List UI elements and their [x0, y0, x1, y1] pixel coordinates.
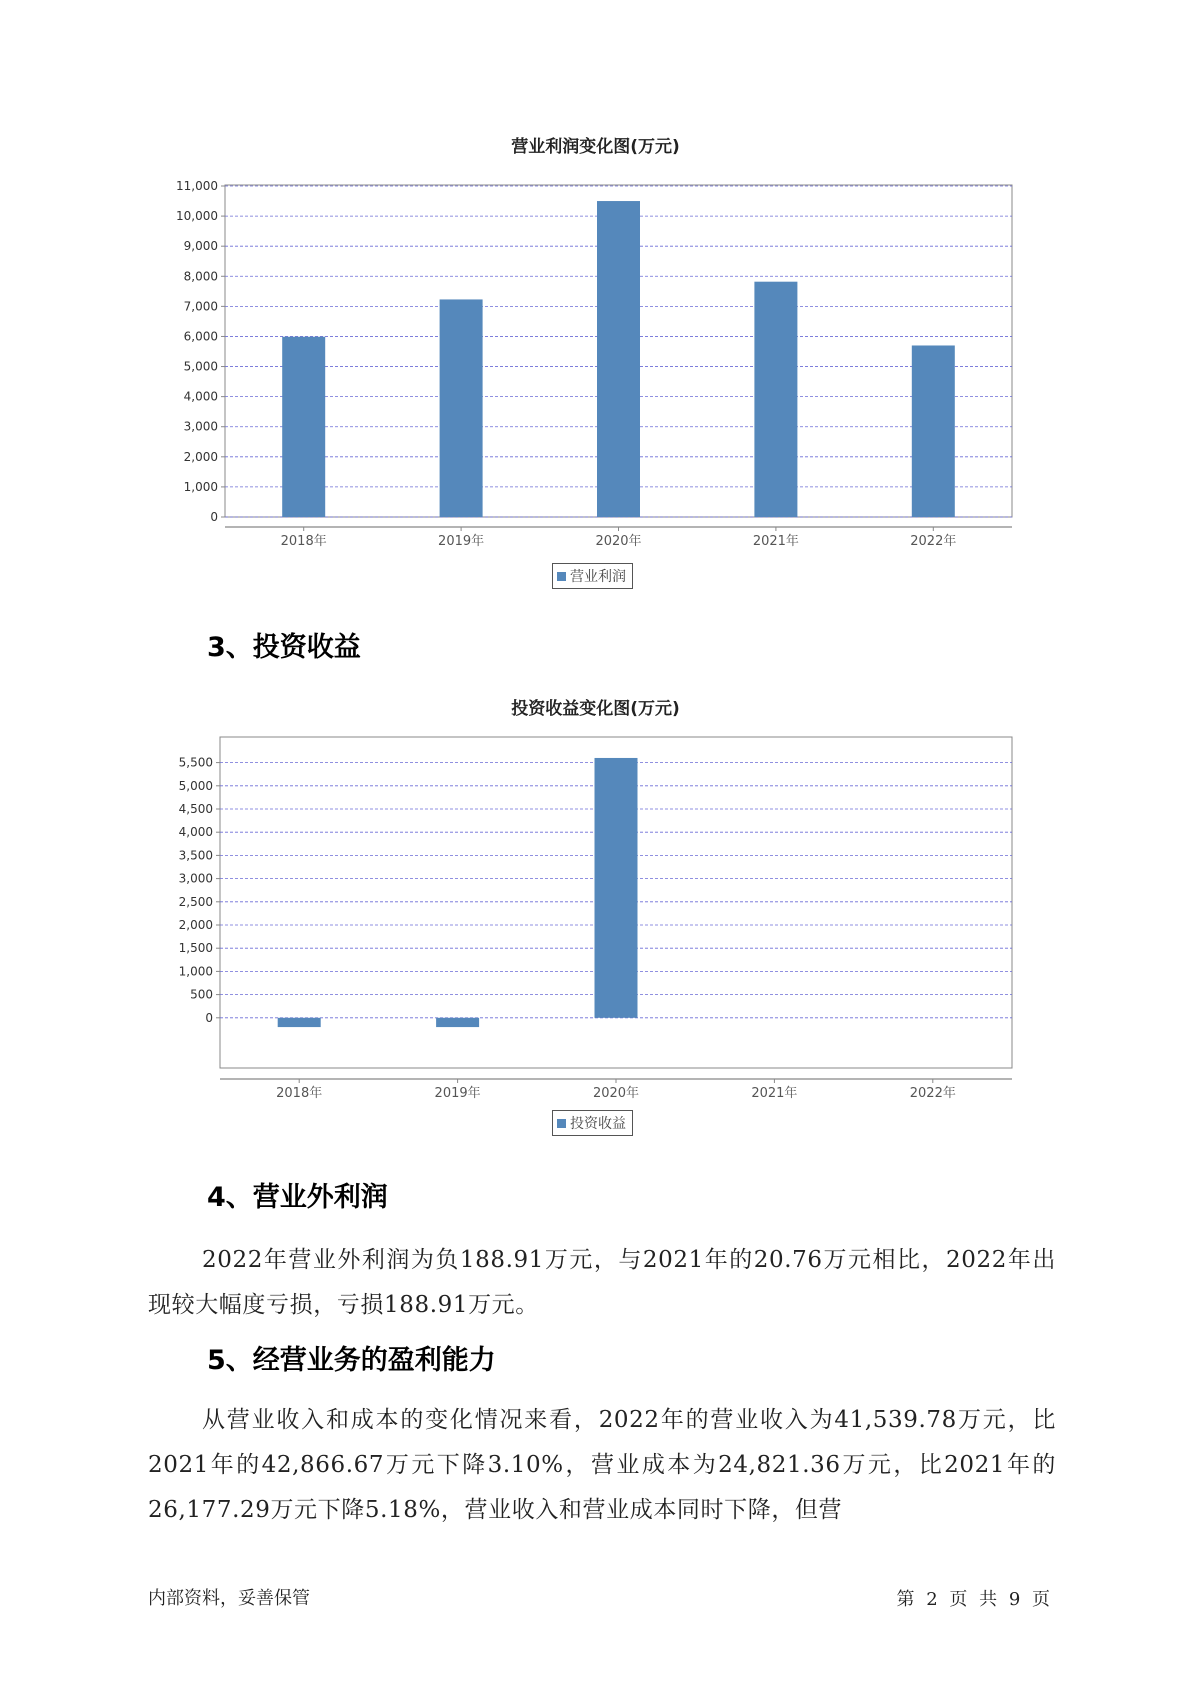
- x-tick-label: 2018年: [276, 1086, 323, 1101]
- chart1-legend-label: 营业利润: [570, 569, 626, 585]
- y-tick-label: 500: [190, 987, 213, 1002]
- x-tick-label: 2020年: [592, 1086, 640, 1101]
- section-3-heading: 3、投资收益: [207, 632, 361, 663]
- chart2-legend-label: 投资收益: [570, 1116, 626, 1132]
- y-tick-label: 1,000: [183, 479, 218, 494]
- y-tick-label: 11,000: [176, 179, 218, 193]
- x-tick-label: 2019年: [438, 534, 485, 549]
- y-tick-label: 2,500: [178, 894, 213, 909]
- y-tick-label: 4,000: [178, 825, 213, 840]
- bar-2022年: [912, 345, 955, 517]
- paragraph-profitability: 从营业收入和成本的变化情况来看，2022年的营业收入为41,539.78万元，比2021年的42,866.67万元下降3.10%，营业成本为24,821.36万元，比2021年的26,177.29万元下降5.18%，营业收入和营业成本同时下降，但营: [148, 1407, 1056, 1523]
- bar-2020年: [597, 201, 640, 517]
- y-tick-label: 2,000: [183, 449, 218, 464]
- y-tick-label: 6,000: [183, 329, 218, 344]
- x-tick-label: 2022年: [909, 1086, 956, 1101]
- x-tick-label: 2021年: [751, 1086, 798, 1101]
- y-tick-label: 8,000: [183, 269, 218, 284]
- x-tick-label: 2022年: [910, 534, 957, 549]
- footer-page-number: 第 2 页 共 9 页: [896, 1589, 1050, 1610]
- x-tick-label: 2021年: [752, 534, 799, 549]
- y-tick-label: 0: [210, 510, 218, 524]
- y-tick-label: 3,500: [178, 848, 213, 863]
- bar-2020年: [595, 758, 638, 1018]
- y-tick-label: 5,000: [183, 359, 218, 374]
- y-tick-label: 4,000: [183, 389, 218, 404]
- bar-2019年: [436, 1018, 479, 1027]
- x-tick-label: 2019年: [434, 1086, 481, 1101]
- y-tick-label: 3,000: [183, 419, 218, 434]
- section-5-heading: 5、经营业务的盈利能力: [207, 1345, 496, 1376]
- legend-swatch: [557, 1119, 566, 1128]
- paragraph-nonoperating-profit: 2022年营业外利润为负188.91万元，与2021年的20.76万元相比，2022年出现较大幅度亏损，亏损188.91万元。: [148, 1247, 1056, 1318]
- y-tick-label: 3,000: [178, 871, 213, 886]
- y-tick-label: 1,000: [178, 964, 213, 979]
- investment-income-chart: [0, 720, 1191, 1100]
- section-4-heading: 4、营业外利润: [207, 1182, 388, 1213]
- y-tick-label: 10,000: [176, 209, 218, 224]
- y-tick-label: 2,000: [178, 918, 213, 932]
- chart2-title: 投资收益变化图(万元): [511, 699, 680, 719]
- y-tick-label: 7,000: [183, 299, 218, 314]
- y-tick-label: 5,000: [178, 778, 213, 793]
- y-tick-label: 0: [205, 1010, 213, 1025]
- y-tick-label: 5,500: [178, 755, 213, 770]
- chart1-legend: [552, 563, 633, 589]
- chart1-title: 营业利润变化图(万元): [511, 137, 680, 157]
- bar-2018年: [278, 1018, 321, 1027]
- operating-profit-chart: [0, 160, 1191, 549]
- bar-2018年: [282, 337, 325, 517]
- bar-2019年: [440, 299, 483, 517]
- legend-swatch: [557, 572, 566, 581]
- x-tick-label: 2020年: [595, 534, 642, 549]
- y-tick-label: 4,500: [178, 802, 213, 816]
- chart2-legend: [552, 1110, 633, 1136]
- footer-confidential-note: 内部资料，妥善保管: [148, 1588, 310, 1609]
- y-tick-label: 9,000: [183, 239, 218, 254]
- y-tick-label: 1,500: [178, 941, 213, 956]
- x-tick-label: 2018年: [280, 534, 327, 549]
- bar-2021年: [754, 282, 797, 517]
